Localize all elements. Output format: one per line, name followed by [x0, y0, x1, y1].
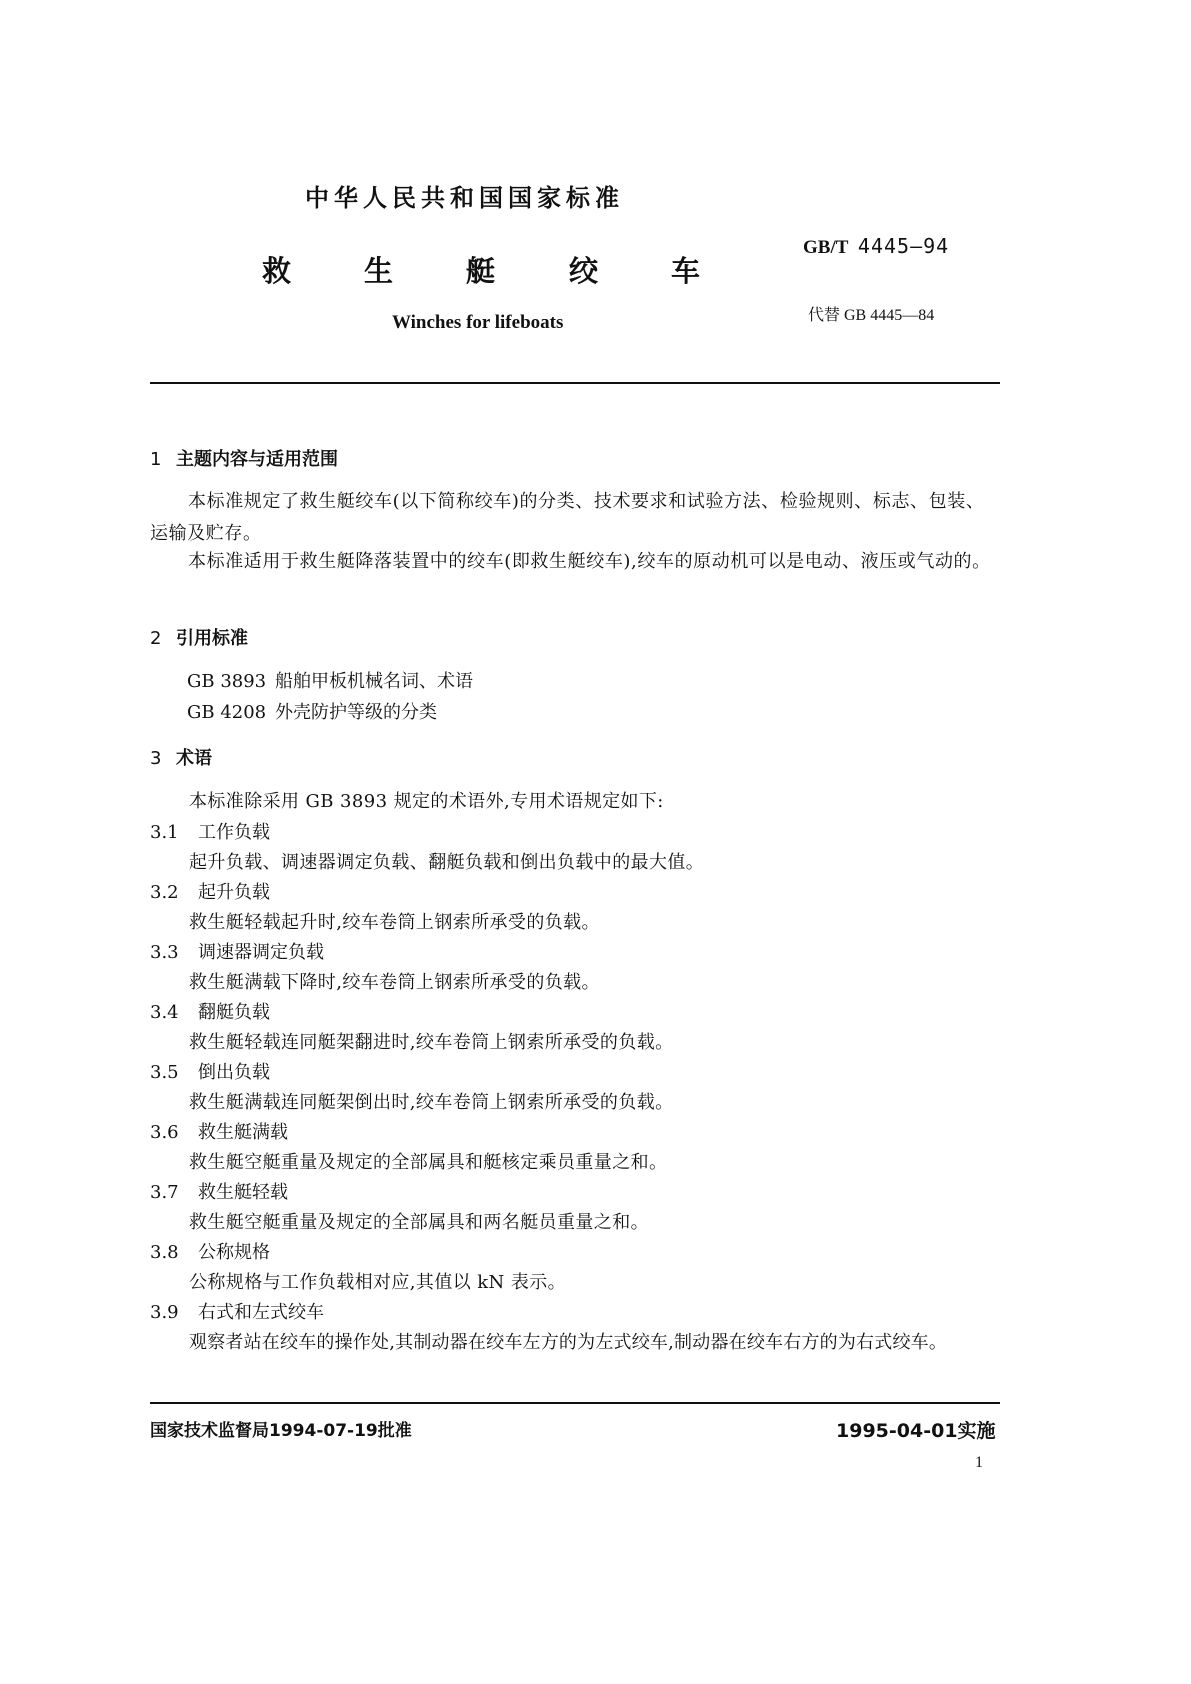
term-number: 3.9 [150, 1302, 179, 1323]
section-title: 引用标准 [176, 628, 248, 649]
section-intro: 本标准除采用 GB 3893 规定的术语外,专用术语规定如下: [189, 791, 664, 812]
term-number: 3.3 [150, 942, 179, 963]
title-char: 车 [671, 254, 701, 288]
title-char: 绞 [569, 254, 599, 288]
term-number: 3.6 [150, 1122, 179, 1143]
term-definition: 救生艇轻载起升时,绞车卷筒上钢索所承受的负载。 [189, 912, 600, 933]
english-title: Winches for lifeboats [392, 312, 564, 333]
reference-title: 外壳防护等级的分类 [275, 702, 437, 723]
title-char: 生 [364, 254, 394, 288]
footer-divider [150, 1402, 1000, 1404]
term-name: 调速器调定负载 [198, 942, 324, 963]
term-definition: 救生艇空艇重量及规定的全部属具和艇核定乘员重量之和。 [189, 1152, 668, 1173]
term-name: 救生艇轻载 [198, 1182, 288, 1203]
term-name: 起升负载 [198, 882, 270, 903]
term-name: 翻艇负载 [198, 1002, 270, 1023]
term-name: 救生艇满载 [198, 1122, 288, 1143]
section-heading [150, 445, 338, 471]
term-heading [150, 1298, 324, 1324]
implementation-date: 1995-04-01实施 [836, 1420, 996, 1442]
term-definition: 救生艇满载下降时,绞车卷筒上钢索所承受的负载。 [189, 972, 600, 993]
section-title: 主题内容与适用范围 [176, 449, 338, 470]
reference-item [187, 698, 437, 724]
term-heading [150, 818, 270, 844]
section-heading [150, 624, 248, 650]
reference-item [187, 667, 473, 693]
term-heading [150, 1058, 270, 1084]
term-definition: 救生艇满载连同艇架倒出时,绞车卷筒上钢索所承受的负载。 [189, 1092, 674, 1113]
replaces-note: 代替 GB 4445—84 [808, 307, 935, 324]
reference-title: 船舶甲板机械名词、术语 [275, 671, 473, 692]
standard-code: 4445—94 [857, 234, 950, 258]
term-number: 3.7 [150, 1182, 179, 1203]
section-number: 2 [150, 628, 162, 649]
term-number: 3.1 [150, 822, 179, 843]
national-standard-title: 中华人民共和国国家标准 [305, 184, 624, 212]
term-definition: 救生艇空艇重量及规定的全部属具和两名艇员重量之和。 [189, 1212, 649, 1233]
term-number: 3.8 [150, 1242, 179, 1263]
term-heading [150, 998, 270, 1024]
title-char: 艇 [466, 254, 496, 288]
header-divider [150, 382, 1000, 384]
page-number: 1 [975, 1454, 983, 1471]
term-heading [150, 938, 324, 964]
term-heading [150, 1238, 270, 1264]
section-title: 术语 [176, 748, 212, 769]
term-heading [150, 878, 270, 904]
term-heading [150, 1118, 288, 1144]
term-name: 工作负载 [198, 822, 270, 843]
term-number: 3.4 [150, 1002, 179, 1023]
paragraph: 本标准规定了救生艇绞车(以下简称绞车)的分类、技术要求和试验方法、检验规则、标志、包装、运输及贮存。 [150, 491, 985, 544]
term-definition: 公称规格与工作负载相对应,其值以 kN 表示。 [189, 1272, 567, 1293]
section-number: 3 [150, 748, 162, 769]
term-definition: 观察者站在绞车的操作处,其制动器在绞车左方的为左式绞车,制动器在绞车右方的为右式绞车。 [189, 1332, 948, 1353]
term-name: 右式和左式绞车 [198, 1302, 324, 1323]
standard-number [803, 234, 949, 259]
reference-code: GB 4208 [187, 702, 267, 723]
term-number: 3.5 [150, 1062, 179, 1083]
standard-prefix: GB/T [803, 237, 849, 258]
approval-note: 国家技术监督局1994-07-19批准 [150, 1421, 412, 1441]
term-name: 公称规格 [198, 1242, 270, 1263]
term-heading [150, 1178, 288, 1204]
term-definition: 救生艇轻载连同艇架翻进时,绞车卷筒上钢索所承受的负载。 [189, 1032, 674, 1053]
term-definition: 起升负载、调速器调定负载、翻艇负载和倒出负载中的最大值。 [189, 852, 705, 873]
term-number: 3.2 [150, 882, 179, 903]
paragraph: 本标准适用于救生艇降落装置中的绞车(即救生艇绞车),绞车的原动机可以是电动、液压或气动的。 [188, 551, 991, 572]
section-number: 1 [150, 449, 162, 470]
title-char: 救 [262, 254, 292, 288]
term-name: 倒出负载 [198, 1062, 270, 1083]
reference-code: GB 3893 [187, 671, 267, 692]
section-heading [150, 744, 212, 770]
